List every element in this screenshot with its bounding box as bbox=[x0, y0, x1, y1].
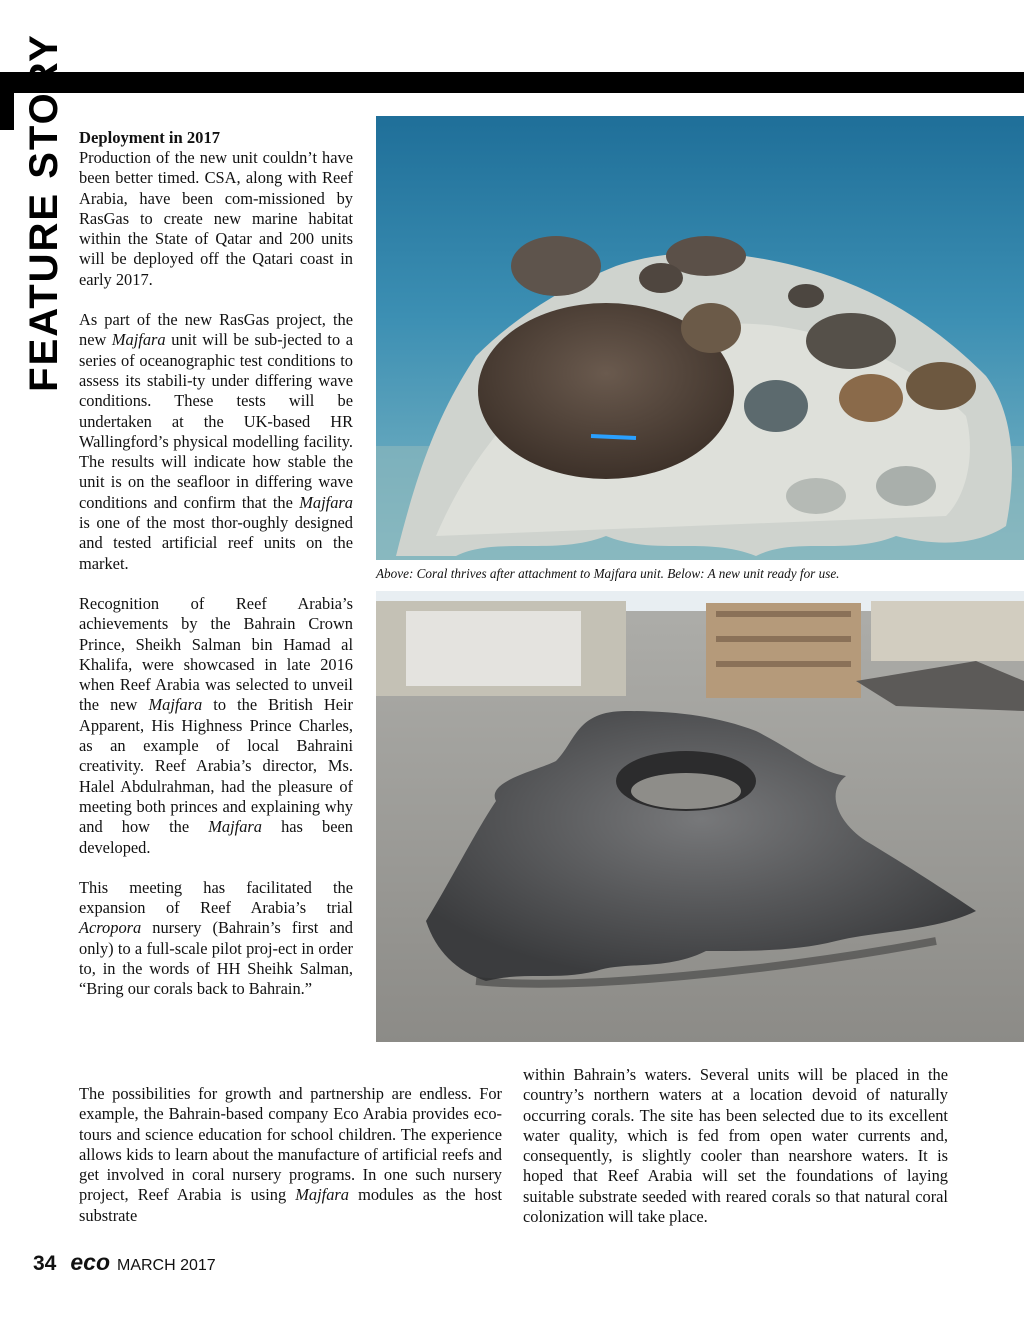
text-run: This meeting has facilitated the expansion of Reef Arabia’s trial bbox=[79, 877, 353, 918]
coral-photo bbox=[376, 116, 1024, 560]
paragraph-rasgas bbox=[79, 310, 353, 574]
article-column-bottom-right bbox=[523, 1065, 948, 1247]
emphasis: Majfara bbox=[299, 492, 353, 512]
section-heading: Deployment in 2017 bbox=[79, 128, 221, 147]
issue-date: MARCH 2017 bbox=[117, 1257, 216, 1274]
coral-photo-illustration bbox=[376, 116, 1024, 560]
text-run: Above: Coral thrives after attachment to bbox=[376, 566, 594, 581]
paragraph-recognition bbox=[79, 594, 353, 858]
article-column-left bbox=[79, 127, 353, 1020]
emphasis: Majfara bbox=[208, 817, 262, 837]
text-run: nursery (Bahrain’s first and only) to a full-scale pilot proj-ect in order to, in the words of HH Sheihk Salman, “Bring our corals back to Bahrain.” bbox=[79, 918, 353, 999]
emphasis: Majfara bbox=[295, 1185, 349, 1205]
paragraph-bahrain-waters: within Bahrain’s waters. Several units will be placed in the country’s northern waters at a location devoid of naturally occurring corals. The site has been selected due to its excellent water quality, which is fed from open water currents and, consequently, is slightly cooler than nearshore waters. It is hoped that Reef Arabia will set the foundations of laying suitable substrate seeded with reared corals so that natural coral colonization will take place. bbox=[523, 1065, 948, 1227]
text-run: unit. Below: A new unit ready for use. bbox=[636, 566, 840, 581]
text-run: Recognition of Reef Arabia’s achievements by the Bahrain Crown Prince, Sheikh Salman bin Hamad al Khalifa, were showcased in late 2016 when Reef Arabia was selected to unveil the new bbox=[79, 593, 353, 715]
section-label-text: FEATURE STORY bbox=[21, 32, 66, 392]
photo-caption bbox=[376, 566, 1024, 582]
page-number: 34 bbox=[33, 1252, 57, 1275]
paragraph-possibilities bbox=[79, 1084, 502, 1226]
paragraph-deployment: Production of the new unit couldn’t have been better timed. CSA, along with Reef Arabia, have been com-missioned by RasGas to create new marine habitat within the State of Qatar and 200 units will be deployed off the Qatari coast in early 2017. bbox=[79, 148, 353, 289]
reef-unit-photo-illustration bbox=[376, 591, 1024, 1042]
text-run: is one of the most thor-oughly designed and tested artificial reef units on the market. bbox=[79, 513, 353, 573]
text-run: has been developed. bbox=[79, 817, 353, 857]
text-run: As part of the new RasGas project, the new bbox=[79, 310, 353, 350]
section-label bbox=[18, 32, 70, 392]
text-run: unit will be sub-jected to a series of oceanographic test conditions to assess its stabili-ty under differing wave conditions. These tests will be undertaken at the UK-based HR Wallingford’s physical modelling facility. The results will indicate how stable the unit is on the seafloor in differing wave conditions and confirm that the bbox=[79, 330, 354, 512]
article-column-bottom-left bbox=[79, 1084, 502, 1246]
emphasis: Majfara bbox=[593, 566, 637, 581]
emphasis: Majfara bbox=[148, 695, 203, 715]
page-footer bbox=[33, 1249, 216, 1277]
paragraph-nursery bbox=[79, 878, 353, 1000]
text-run: The possibilities for growth and partnership are endless. For example, the Bahrain-based company Eco Arabia provides eco-tours and science education for school children. The experience allows kids to learn about the manufacture of artificial reefs and get involved in coral nursery programs. In one such nursery project, Reef Arabia is using bbox=[79, 1084, 502, 1205]
section-tab bbox=[0, 72, 14, 130]
emphasis: Majfara bbox=[111, 330, 166, 350]
magazine-name: eco bbox=[70, 1249, 110, 1275]
text-run: to the British Heir Apparent, His Highness Prince Charles, as an example of local Bahraini creativity. Reef Arabia’s director, Ms. Halel Abdulrahman, had the pleasure of meeting both princes and explaining why and how the bbox=[79, 695, 353, 837]
emphasis: Acropora bbox=[79, 918, 142, 938]
text-run: modules as the host substrate bbox=[79, 1185, 502, 1225]
header-bar bbox=[0, 72, 1024, 93]
reef-unit-photo bbox=[376, 591, 1024, 1042]
